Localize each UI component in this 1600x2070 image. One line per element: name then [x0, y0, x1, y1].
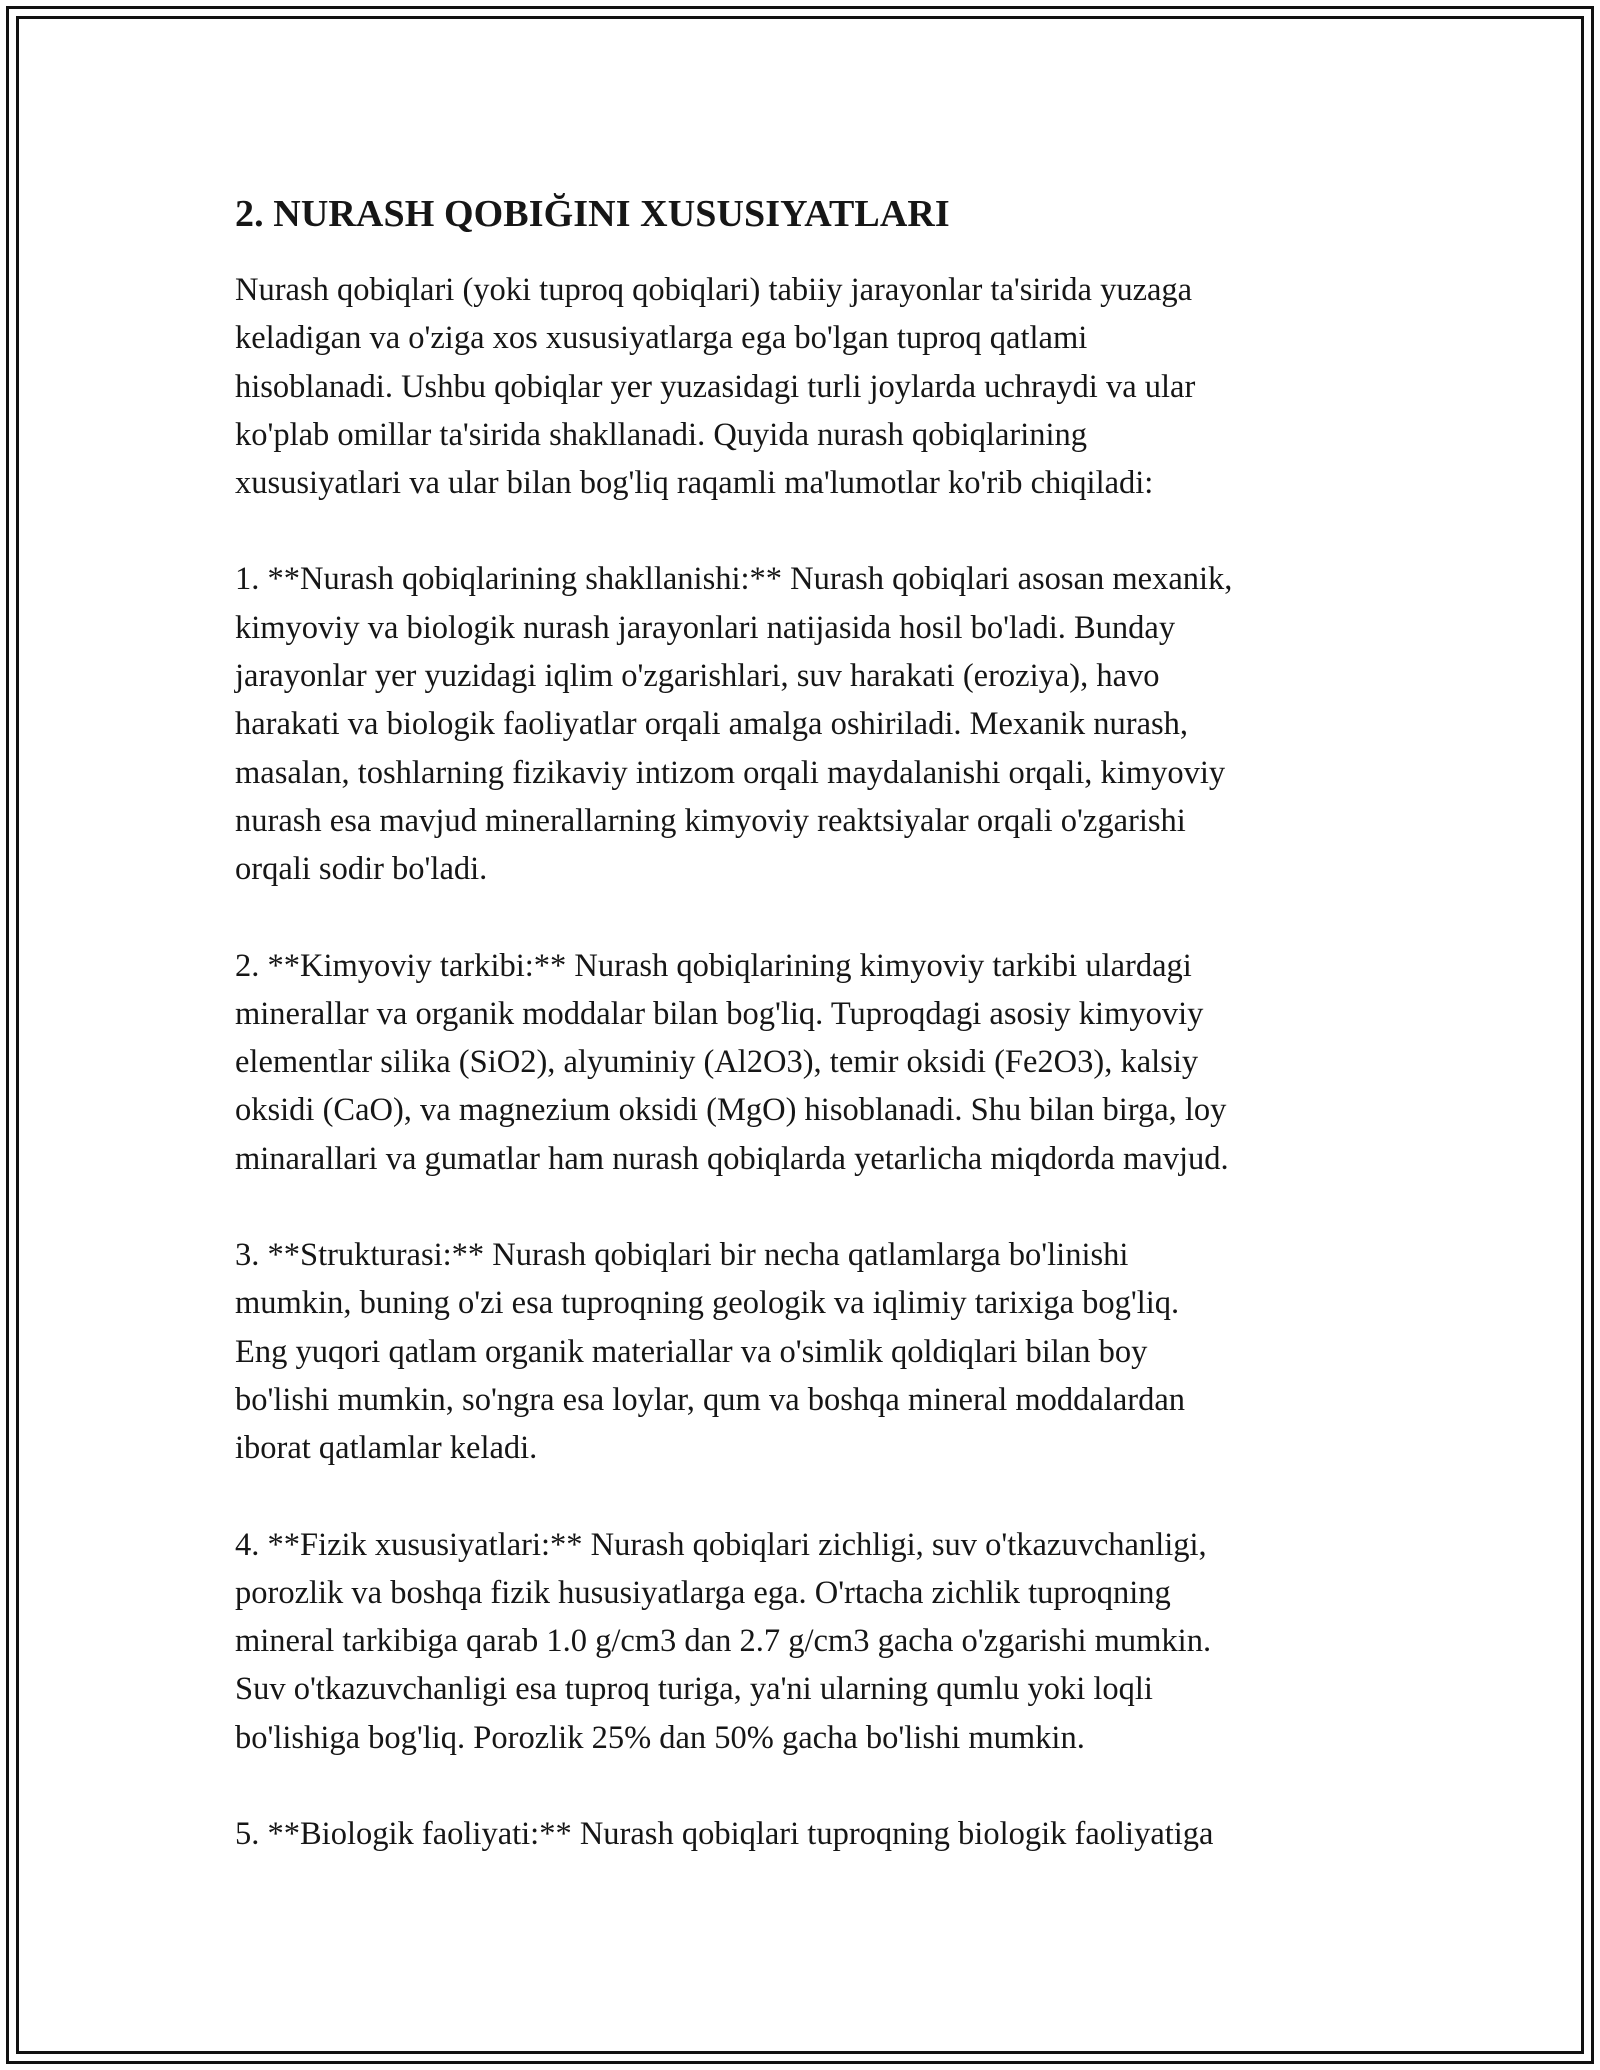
text-line: Nurash qobiqlari (yoki tuproq qobiqlari) tabiiy jarayonlar ta'sirida yuzaga: [235, 272, 1193, 308]
biological-activity-paragraph: [235, 1810, 1375, 1858]
text-line: xususiyatlari va ular bilan bog'liq raqamli ma'lumotlar ko'rib chiqiladi:: [235, 465, 1154, 502]
text-line: bo'lishi mumkin, so'ngra esa loylar, qum va boshqa mineral moddalardan: [235, 1381, 1186, 1418]
text-line: Suv o'tkazuvchanligi esa tuproq turiga, ya'ni ularning qumlu yoki loqli: [235, 1671, 1153, 1708]
physical-properties-paragraph: [235, 1521, 1375, 1762]
text-line: harakati va biologik faoliyatlar orqali amalga oshiriladi. Mexanik nurash,: [235, 706, 1189, 743]
text-line: nurash esa mavjud minerallarning kimyoviy reaktsiyalar orqali o'zgarishi: [235, 802, 1186, 839]
text-line: mumkin, buning o'zi esa tuproqning geologik va iqlimiy tarixiga bog'liq.: [235, 1285, 1180, 1322]
intro-paragraph: [235, 266, 1375, 507]
text-line: elementlar silika (SiO2), alyuminiy (Al2O3), temir oksidi (Fe2O3), kalsiy: [235, 1044, 1199, 1081]
text-line: keladigan va o'ziga xos xususiyatlarga ega bo'lgan tuproq qatlami: [235, 320, 1088, 357]
text-line: ko'plab omillar ta'sirida shakllanadi. Quyida nurash qobiqlarining: [235, 416, 1088, 453]
text-line: masalan, toshlarning fizikaviy intizom orqali maydalanishi orqali, kimyoviy: [235, 754, 1226, 791]
text-line: 3. **Strukturasi:** Nurash qobiqlari bir necha qatlamlarga bo'linishi: [235, 1237, 1129, 1274]
text-line: hisoblanadi. Ushbu qobiqlar yer yuzasidagi turli joylarda uchraydi va ular: [235, 368, 1196, 405]
text-line: orqali sodir bo'ladi.: [235, 851, 488, 888]
text-line: 4. **Fizik xususiyatlari:** Nurash qobiqlari zichligi, suv o'tkazuvchanligi,: [235, 1526, 1207, 1563]
section-title: 2. NURASH QOBIĞINI XUSUSIYATLARI: [235, 193, 950, 235]
text-line: 2. **Kimyoviy tarkibi:** Nurash qobiqlarining kimyoviy tarkibi ulardagi: [235, 947, 1192, 984]
text-line: minarallari va gumatlar ham nurash qobiqlarda yetarlicha miqdorda mavjud.: [235, 1140, 1229, 1177]
text-line: iborat qatlamlar keladi.: [235, 1430, 538, 1467]
text-line: 5. **Biologik faoliyati:** Nurash qobiqlari tuproqning biologik faoliyatiga: [235, 1816, 1214, 1853]
formation-paragraph: [235, 555, 1375, 893]
text-line: bo'lishiga bog'liq. Porozlik 25% dan 50% gacha bo'lishi mumkin.: [235, 1719, 1085, 1756]
text-line: jarayonlar yer yuzidagi iqlim o'zgarishlari, suv harakati (eroziya), havo: [235, 658, 1160, 695]
chemical-composition-paragraph: [235, 942, 1375, 1183]
text-line: porozlik va boshqa fizik hususiyatlarga ega. O'rtacha zichlik tuproqning: [235, 1574, 1171, 1611]
text-line: 1. **Nurash qobiqlarining shakllanishi:** Nurash qobiqlari asosan mexanik,: [235, 561, 1233, 598]
text-line: oksidi (CaO), va magnezium oksidi (MgO) hisoblanadi. Shu bilan birga, loy: [235, 1092, 1227, 1129]
text-line: mineral tarkibiga qarab 1.0 g/cm3 dan 2.7 g/cm3 gacha o'zgarishi mumkin.: [235, 1623, 1212, 1660]
text-line: Eng yuqori qatlam organik materiallar va o'simlik qoldiqlari bilan boy: [235, 1333, 1148, 1370]
document-body: [235, 184, 1375, 1906]
text-line: kimyoviy va biologik nurash jarayonlari natijasida hosil bo'ladi. Bunday: [235, 609, 1176, 646]
structure-paragraph: [235, 1231, 1375, 1472]
text-line: minerallar va organik moddalar bilan bog'liq. Tuproqdagi asosiy kimyoviy: [235, 995, 1204, 1032]
